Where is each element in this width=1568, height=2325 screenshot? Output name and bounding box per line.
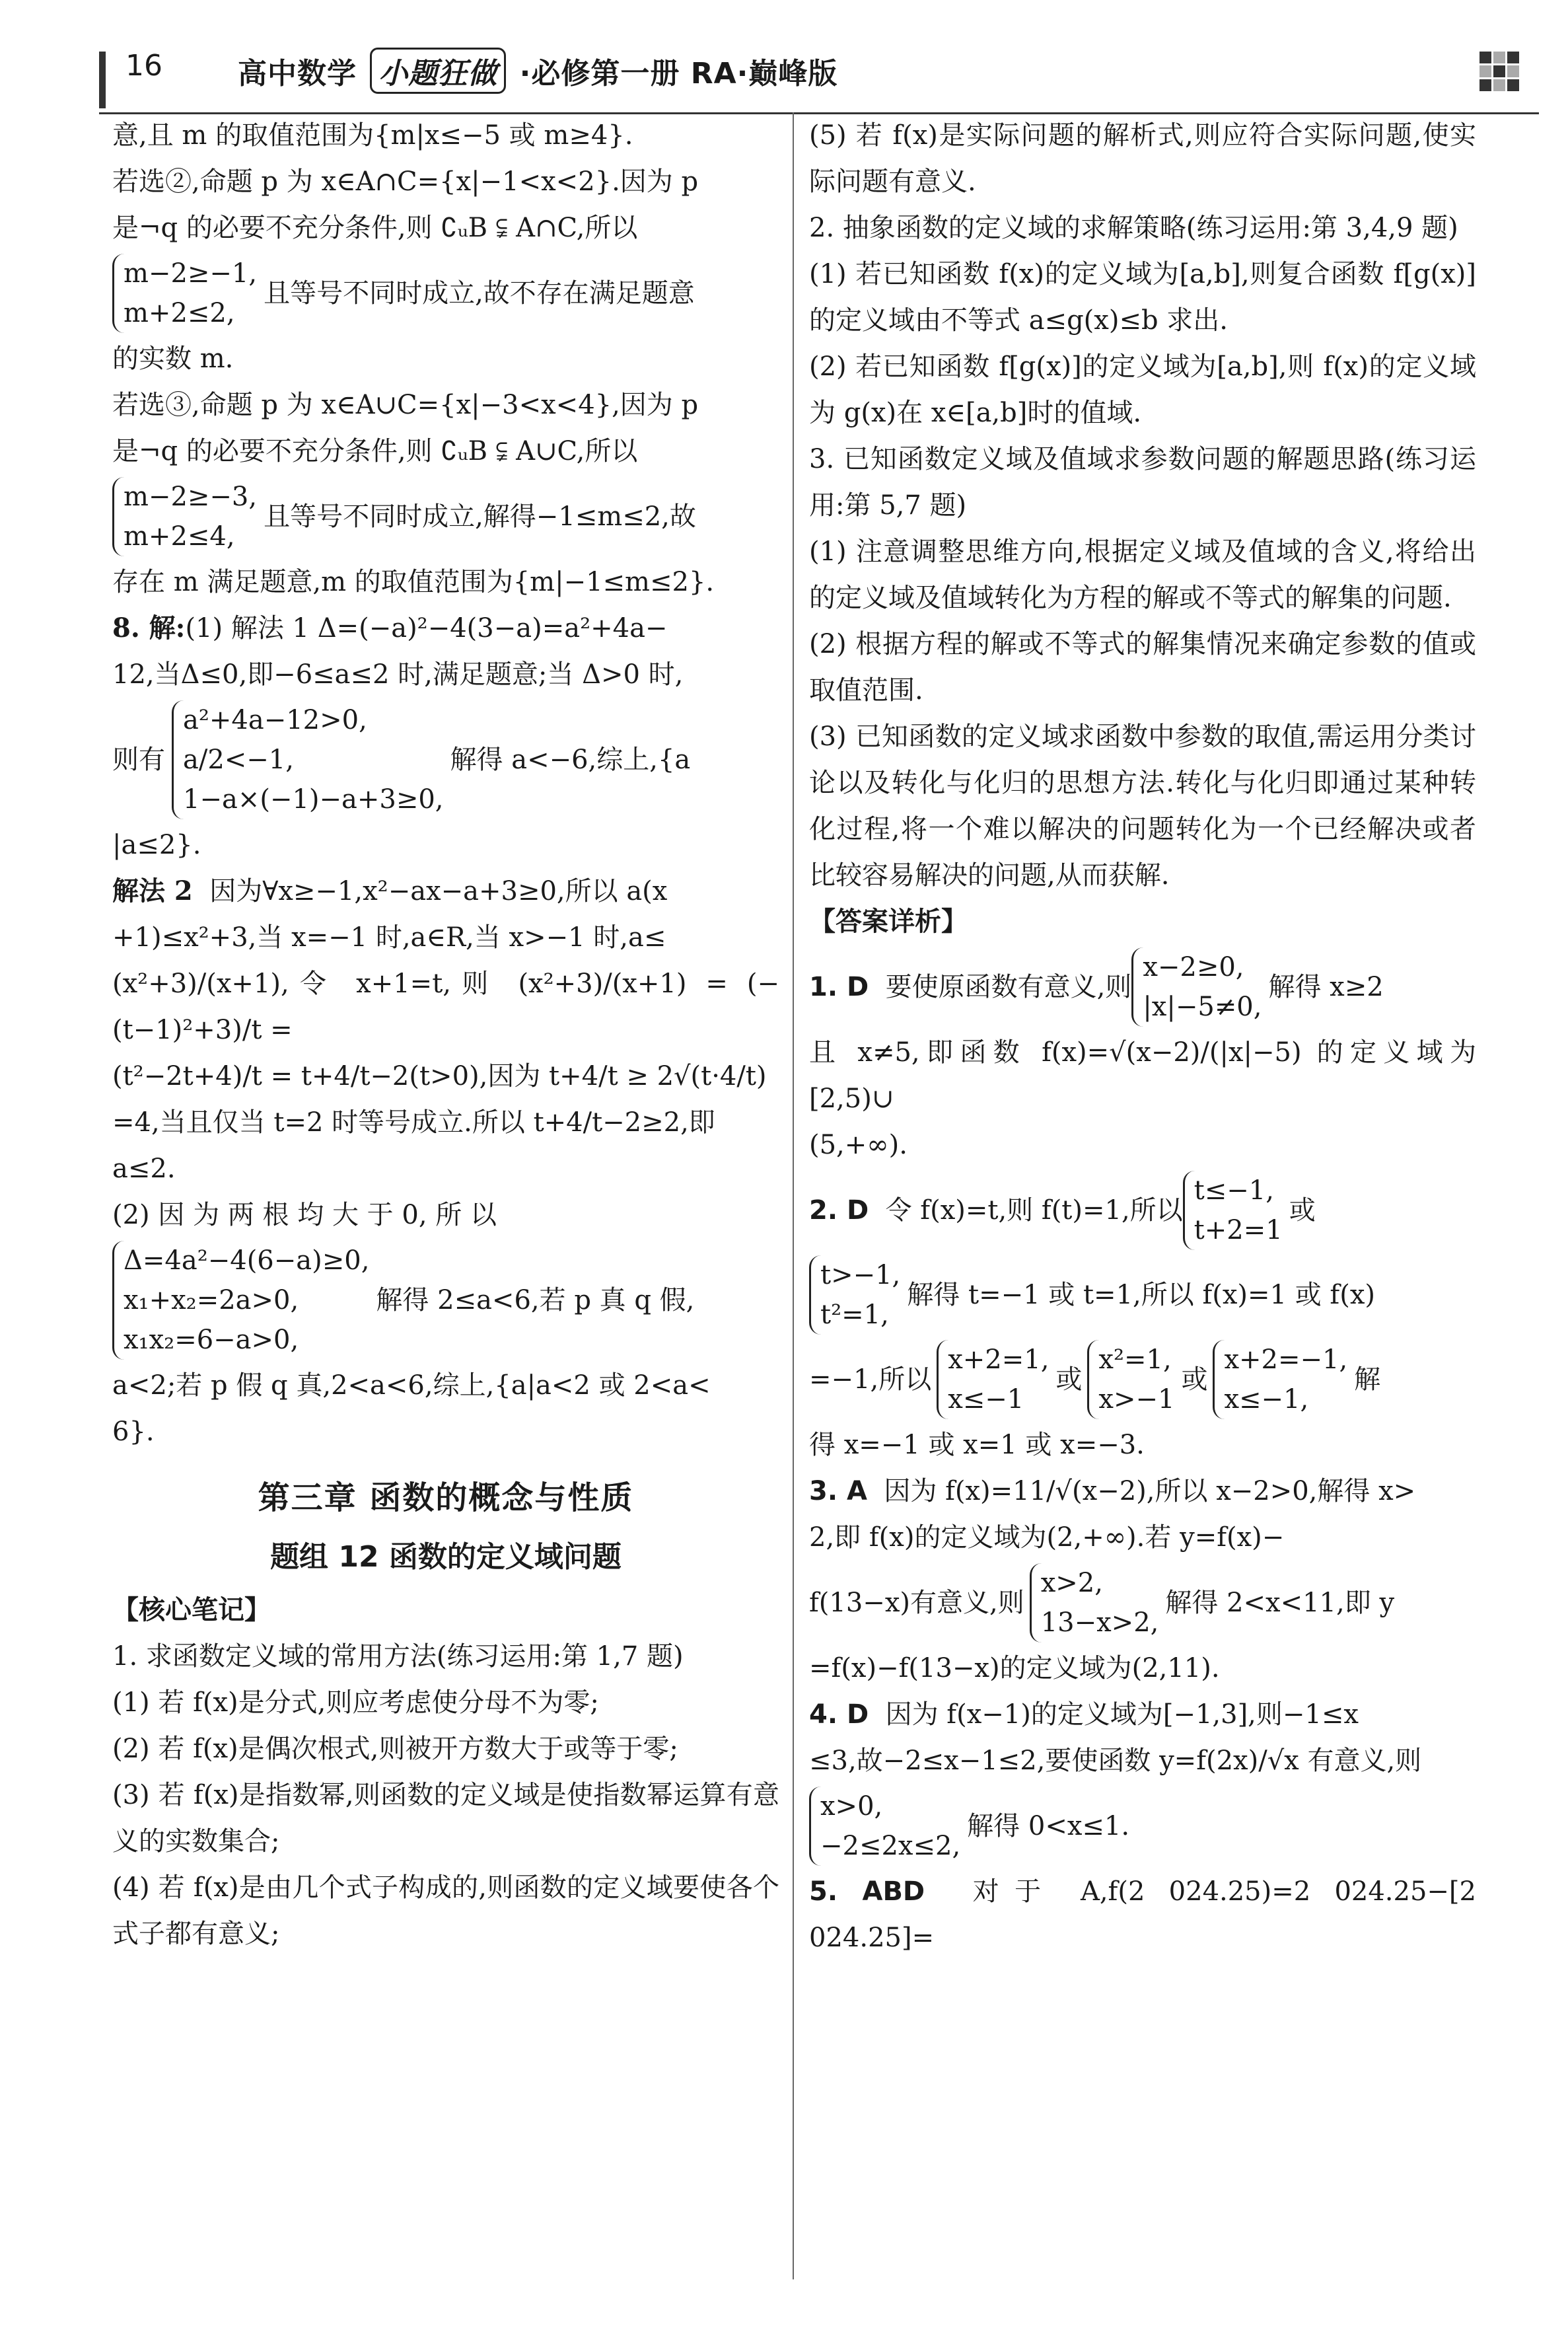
text-line: 2. 抽象函数的定义域的求解策略(练习运用:第 3,4,9 题) [809, 213, 1458, 243]
system-row: x+2=−1, [1224, 1345, 1348, 1375]
system-row: x−2≥0, [1143, 952, 1244, 982]
system-row: m+2≤4, [124, 521, 235, 552]
system-leading-text: =−1,所以 [809, 1364, 932, 1395]
equation-system [112, 1238, 779, 1362]
text-line: +1)≤x²+3,当 x=−1 时,a∈R,当 x>−1 时,a≤ [112, 922, 666, 953]
equation-system [112, 698, 779, 822]
text-line: (1) 若 f(x)是分式,则应考虑使分母不为零; [112, 1687, 599, 1718]
answer-text: 对于 A,f(2 024.25)=2 024.25−[2 024.25]= [809, 1876, 1476, 1953]
brace-system [112, 1241, 369, 1360]
system-row: x₁x₂=6−a>0, [124, 1325, 299, 1355]
system-leading-text: f(13−x)有意义,则 [809, 1588, 1024, 1618]
text-line: 2,即 f(x)的定义域为(2,+∞).若 y=f(x)− [809, 1522, 1285, 1553]
equation-system [809, 1253, 1476, 1337]
page-header [99, 40, 1539, 114]
answer-label: 3. A [809, 1476, 867, 1506]
text-line: 得 x=−1 或 x=1 或 x=−3. [809, 1430, 1145, 1460]
equation-system [112, 474, 779, 559]
chapter-title: 第三章 函数的概念与性质 [258, 1479, 634, 1516]
brace-system [809, 1255, 900, 1335]
system-row: 1−a×(−1)−a+3≥0, [183, 784, 444, 815]
text-line: =4,当且仅当 t=2 时等号成立.所以 t+4/t−2≥2,即 [112, 1107, 715, 1138]
system-trailing-text: 解 [1354, 1364, 1381, 1395]
brace-system [1183, 1171, 1283, 1250]
left-column [112, 112, 779, 1957]
text-line: (4) 若 f(x)是由几个式子构成的,则函数的定义域要使各个式子都有意义; [112, 1872, 779, 1949]
text-line: |a≤2}. [112, 830, 201, 860]
or-text: 或 [1181, 1364, 1208, 1395]
text-line: (3) 若 f(x)是指数幂,则函数的定义域是使指数幂运算有意义的实数集合; [112, 1780, 779, 1857]
text-line: (x²+3)/(x+1),令 x+1=t,则 (x²+3)/(x+1) = (−(t−1)²+3)/t = [112, 969, 779, 1045]
answer-1 [809, 945, 1476, 1029]
answer-label: 5. ABD [809, 1876, 925, 1907]
text-line: a<2;若 p 假 q 真,2<a<6,综上,{a|a<2 或 2<a< [112, 1370, 711, 1401]
column-divider [793, 112, 794, 2279]
answer-5 [809, 1868, 1476, 1961]
text-line: (5) 若 f(x)是实际问题的解析式,则应符合实际问题,使实际问题有意义. [809, 120, 1476, 197]
system-row: |x|−5≠0, [1143, 992, 1262, 1022]
equation-system [809, 1784, 1476, 1868]
equation-system [809, 1561, 1476, 1645]
brand-logo: 小题狂做 [370, 48, 506, 94]
system-row: 13−x>2, [1040, 1607, 1159, 1638]
system-row: a²+4a−12>0, [183, 705, 367, 735]
answer-label: 4. D [809, 1699, 869, 1730]
answer-text: 令 f(x)=t,则 f(t)=1,所以 [885, 1195, 1183, 1226]
system-trailing-text: 且等号不同时成立,故不存在满足题意 [264, 278, 695, 309]
text-line: 是¬q 的必要不充分条件,则 ∁ᵤB ⫋ A∪C,所以 [112, 436, 638, 466]
brace-system [1030, 1563, 1159, 1642]
text-line: 若选③,命题 p 为 x∈A∪C={x|−3<x<4},因为 p [112, 390, 699, 420]
brace-system [112, 477, 257, 556]
answer-label: 2. D [809, 1195, 869, 1226]
system-row: m−2≥−1, [124, 258, 258, 289]
system-row: x>−1 [1098, 1384, 1175, 1415]
brace-system [809, 1787, 960, 1866]
system-trailing-text: 解得 2≤a<6,若 p 真 q 假, [376, 1285, 695, 1315]
system-trailing-text: 解得 a<−6,综上,{a [450, 745, 691, 775]
text-line: 1. 求函数定义域的常用方法(练习运用:第 1,7 题) [112, 1641, 684, 1672]
answer-text: 因为 f(x−1)的定义域为[−1,3],则−1≤x [885, 1699, 1359, 1730]
header-rule [99, 52, 106, 108]
system-row: t≤−1, [1194, 1175, 1274, 1206]
text-line: 若选②,命题 p 为 x∈A∩C={x|−1<x<2}.因为 p [112, 166, 699, 197]
brace-system [112, 254, 257, 333]
system-trailing-text: 解得 x≥2 [1268, 972, 1384, 1002]
text-line: (5,+∞). [809, 1130, 908, 1160]
system-leading-text: 则有 [112, 745, 165, 775]
answer-4 [809, 1691, 1476, 1738]
answer-text: 因为 f(x)=11/√(x−2),所以 x−2>0,解得 x> [884, 1476, 1416, 1506]
text-line: 的实数 m. [112, 344, 234, 374]
page-number: 16 [125, 49, 162, 83]
text-line: (3) 已知函数的定义域求函数中参数的取值,需运用分类讨论以及转化与化归的思想方法.转化与化归即通过某种转化过程,将一个难以解决的问题转化为一个已经解决或者比较容易解决的问题,从而获解. [809, 721, 1476, 891]
text-line: (2) 若已知函数 f[g(x)]的定义域为[a,b],则 f(x)的定义域为 g(x)在 x∈[a,b]时的值域. [809, 351, 1476, 428]
text-line: (2) 根据方程的解或不等式的解集情况来确定参数的值或取值范围. [809, 629, 1476, 706]
text-line: 3. 已知函数定义域及值域求参数问题的解题思路(练习运用:第 5,7 题) [809, 444, 1476, 521]
question-text: (1) 解法 1 Δ=(−a)²−4(3−a)=a²+4a− [185, 613, 668, 644]
text-line: 6}. [112, 1417, 155, 1447]
text-line: 12,当Δ≤0,即−6≤a≤2 时,满足题意;当 Δ>0 时, [112, 659, 684, 690]
question-label: 8. 解: [112, 612, 186, 644]
equation-system [112, 251, 779, 336]
brace-system [937, 1340, 1049, 1419]
brace-system [172, 700, 444, 819]
system-row: m+2≤2, [124, 298, 235, 328]
answer-text: 要使原函数有意义,则 [885, 972, 1132, 1002]
section-title: 题组 12 函数的定义域问题 [270, 1540, 622, 1574]
system-row: t²=1, [820, 1300, 889, 1330]
system-row: x>2, [1040, 1568, 1103, 1598]
system-row: x²=1, [1098, 1345, 1172, 1375]
brace-system [1213, 1340, 1347, 1419]
answer-2 [809, 1168, 1476, 1253]
or-text: 或 [1055, 1364, 1083, 1395]
system-row: x+2=1, [948, 1345, 1050, 1375]
grid-icon [1479, 52, 1519, 91]
answers-heading: 【答案详析】 [809, 906, 968, 937]
title-suffix: ·必修第一册 RA·巅峰版 [519, 57, 838, 91]
system-row: −2≤2x≤2, [820, 1831, 961, 1861]
system-row: x>0, [820, 1791, 883, 1822]
system-trailing-text: 解得 0<x≤1. [967, 1811, 1130, 1841]
system-row: t+2=1 [1194, 1215, 1283, 1245]
method-label: 解法 2 [112, 875, 193, 906]
text-line: 是¬q 的必要不充分条件,则 ∁ᵤB ⫋ A∩C,所以 [112, 213, 638, 243]
system-row: m−2≥−3, [124, 482, 258, 512]
notes-heading: 【核心笔记】 [112, 1595, 271, 1625]
system-row: x≤−1, [1224, 1384, 1309, 1415]
text-line: a≤2. [112, 1154, 176, 1184]
text-line: (1) 注意调整思维方向,根据定义域及值域的含义,将给出的定义域及值域转化为方程的解或不等式的解集的问题. [809, 536, 1476, 613]
text-line: 且 x≠5,即函数 f(x)=√(x−2)/(|x|−5) 的定义域为[2,5)∪ [809, 1037, 1476, 1114]
book-title [238, 48, 837, 94]
system-trailing-text: 且等号不同时成立,解得−1≤m≤2,故 [264, 501, 696, 532]
brace-system [1087, 1340, 1174, 1419]
or-text: 或 [1289, 1195, 1316, 1226]
system-trailing-text: 解得 2<x<11,即 y [1165, 1588, 1395, 1618]
system-trailing-text: 解得 t=−1 或 t=1,所以 f(x)=1 或 f(x) [907, 1280, 1375, 1310]
text-line: (t²−2t+4)/t = t+4/t−2(t>0),因为 t+4/t ≥ 2√(t·4/t) [112, 1061, 767, 1091]
text-line: (2) 因 为 两 根 均 大 于 0, 所 以 [112, 1200, 497, 1230]
right-column [809, 112, 1476, 1961]
text-line [112, 605, 779, 651]
system-row: x≤−1 [948, 1384, 1024, 1415]
text-line: 存在 m 满足题意,m 的取值范围为{m|−1≤m≤2}. [112, 567, 715, 597]
text-line: 意,且 m 的取值范围为{m|x≤−5 或 m≥4}. [112, 120, 633, 151]
title-prefix: 高中数学 [238, 57, 357, 91]
text-line: (2) 若 f(x)是偶次根式,则被开方数大于或等于零; [112, 1734, 678, 1764]
system-row: t>−1, [820, 1260, 901, 1290]
system-row: Δ=4a²−4(6−a)≥0, [124, 1245, 370, 1276]
system-row: x₁+x₂=2a>0, [124, 1285, 299, 1315]
answer-3 [809, 1468, 1476, 1514]
text-line: (1) 若已知函数 f(x)的定义域为[a,b],则复合函数 f[g(x)]的定义域由不等式 a≤g(x)≤b 求出. [809, 259, 1476, 336]
brace-system [1131, 947, 1262, 1027]
answer-label: 1. D [809, 972, 869, 1002]
system-row: a/2<−1, [183, 745, 294, 775]
text-line: ≤3,故−2≤x−1≤2,要使函数 y=f(2x)/√x 有意义,则 [809, 1746, 1422, 1776]
text-line: =f(x)−f(13−x)的定义域为(2,11). [809, 1653, 1220, 1683]
method-text: 因为∀x≥−1,x²−ax−a+3≥0,所以 a(x [209, 876, 668, 906]
text-line [112, 868, 779, 914]
equation-system [809, 1337, 1476, 1422]
